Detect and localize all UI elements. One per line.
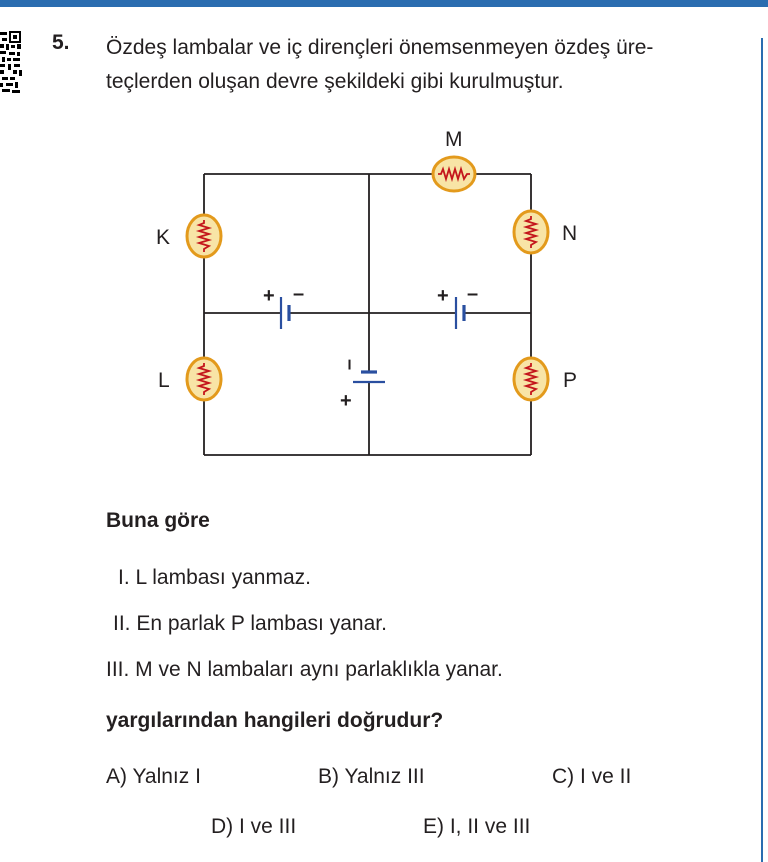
option-b[interactable]: B) Yalnız III xyxy=(318,765,425,788)
battery-center xyxy=(353,372,385,382)
battery-left xyxy=(281,297,289,329)
lamp-m-label: M xyxy=(445,128,463,151)
lamp-n xyxy=(514,211,548,253)
lamp-k-label: K xyxy=(156,226,171,249)
lamp-m xyxy=(433,157,475,191)
statement-1: I. L lambası yanmaz. xyxy=(118,566,311,589)
circuit-diagram xyxy=(140,118,578,468)
question-stem-line-2: teçlerden oluşan devre şekildeki gibi kurulmuştur. xyxy=(106,70,564,93)
page-margin-rule xyxy=(761,38,763,862)
option-d[interactable]: D) I ve III xyxy=(211,815,297,838)
question-stem-line-1: Özdeş lambalar ve iç dirençleri önemsenmeyen özdeş üre- xyxy=(106,36,654,59)
lamp-l xyxy=(187,358,221,400)
prompt-text: Buna göre xyxy=(106,509,210,532)
battery-right-plus: + xyxy=(437,285,449,307)
statement-3: III. M ve N lambaları aynı parlaklıkla yanar. xyxy=(106,658,503,681)
battery-right-minus: – xyxy=(467,283,479,305)
question-number: 5. xyxy=(52,31,70,54)
battery-right xyxy=(456,297,464,329)
lamp-n-label: N xyxy=(562,222,578,245)
option-c[interactable]: C) I ve II xyxy=(552,765,632,788)
statement-2: II. En parlak P lambası yanar. xyxy=(113,612,387,635)
lamp-k xyxy=(187,215,221,257)
option-a[interactable]: A) Yalnız I xyxy=(106,765,201,788)
circuit-wires xyxy=(204,174,531,455)
battery-left-minus: – xyxy=(293,283,305,305)
question-stem xyxy=(106,31,653,99)
lamp-l-label: L xyxy=(158,369,170,392)
lamp-p xyxy=(514,358,548,400)
option-e[interactable]: E) I, II ve III xyxy=(423,815,531,838)
battery-center-plus: + xyxy=(340,390,352,412)
battery-center-minus: – xyxy=(339,359,361,371)
battery-left-plus: + xyxy=(263,285,275,307)
question-ask: yargılarından hangileri doğrudur? xyxy=(106,709,444,732)
header-color-bar xyxy=(0,0,768,7)
qr-code-icon xyxy=(0,30,22,96)
lamp-p-label: P xyxy=(563,369,578,392)
